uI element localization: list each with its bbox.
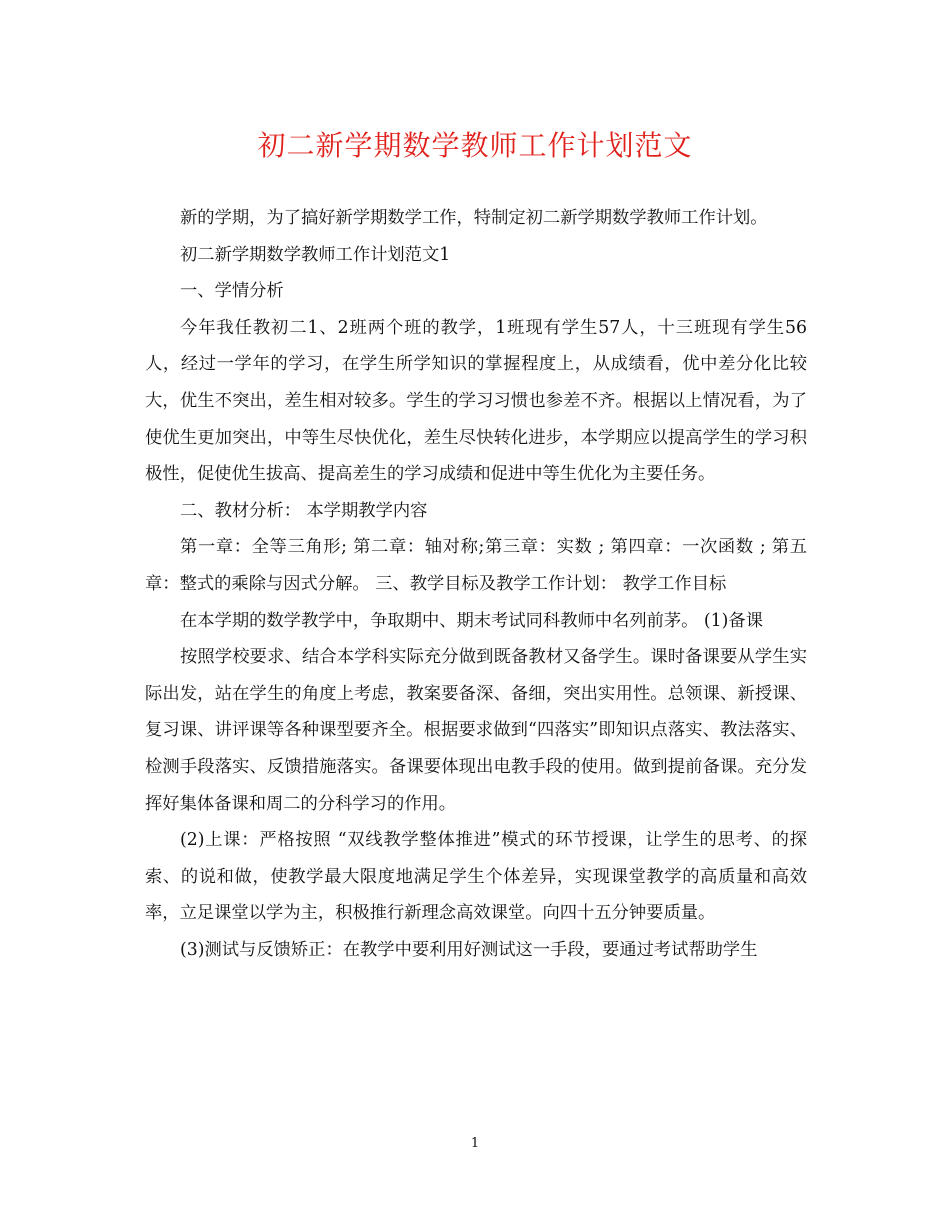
paragraph-intro: 新的学期，为了搞好新学期数学工作，特制定初二新学期数学教师工作计划。 <box>180 208 768 228</box>
page-number: 1 <box>470 1136 480 1151</box>
paragraph-teaching: (2)上课：严格按照 “双线教学整体推进”模式的环节授课，让学生的思考、的探索、的说和做，使教学最大限度地满足学生个体差异，实现课堂教学的高质量和高效率，立足课堂以学为主，积极推行新理念高效课堂。向四十五分钟要质量。 <box>145 830 807 924</box>
document-body <box>145 200 807 968</box>
paragraph-lesson-prep: 按照学校要求、结合本学科实际充分做到既备教材又备学生。课时备课要从学生实际出发，站在学生的角度上考虑，教案要备深、备细，突出实用性。总领课、新授课、复习课、讲评课等各种课型要齐全。根据要求做到“四落实”即知识点落实、教法落实、检测手段落实、反馈措施落实。备课要体现出电教手段的使用。做到提前备课。充分发挥好集体备课和周二的分科学习的作用。 <box>145 647 807 814</box>
document-title: 初二新学期数学教师工作计划范文 <box>257 129 693 162</box>
paragraph-chapters: 第一章：全等三角形; 第二章：轴对称;第三章：实数 ; 第四章：一次函数 ; 第五章：整式的乘除与因式分解。 三、教学目标及教学工作计划： 教学工作目标 <box>145 537 807 594</box>
paragraph-heading-sample: 初二新学期数学教师工作计划范文1 <box>180 244 451 265</box>
paragraph-testing: (3)测试与反馈矫正：在教学中要利用好测试这一手段，要通过考试帮助学生 <box>180 939 758 960</box>
paragraph-goals: 在本学期的数学教学中，争取期中、期末考试同科教师中名列前茅。 (1)备课 <box>180 610 763 631</box>
section-heading-analysis: 一、学情分析 <box>180 281 284 302</box>
paragraph-student-analysis: 今年我任教初二1、2班两个班的教学，1班现有学生57人，十三班现有学生56人，经过一学年的学习，在学生所学知识的掌握程度上，从成绩看，优中差分化比较大，优生不突出，差生相对较多。学生的学习习惯也参差不齐。根据以上情况看，为了使优生更加突出，中等生尽快优化，差生尽快转化进步，本学期应以提高学生的学习积极性，促使优生拔高、提高差生的学习成绩和促进中等生优化为主要任务。 <box>145 317 807 485</box>
section-heading-textbook: 二、教材分析： 本学期教学内容 <box>180 500 428 521</box>
